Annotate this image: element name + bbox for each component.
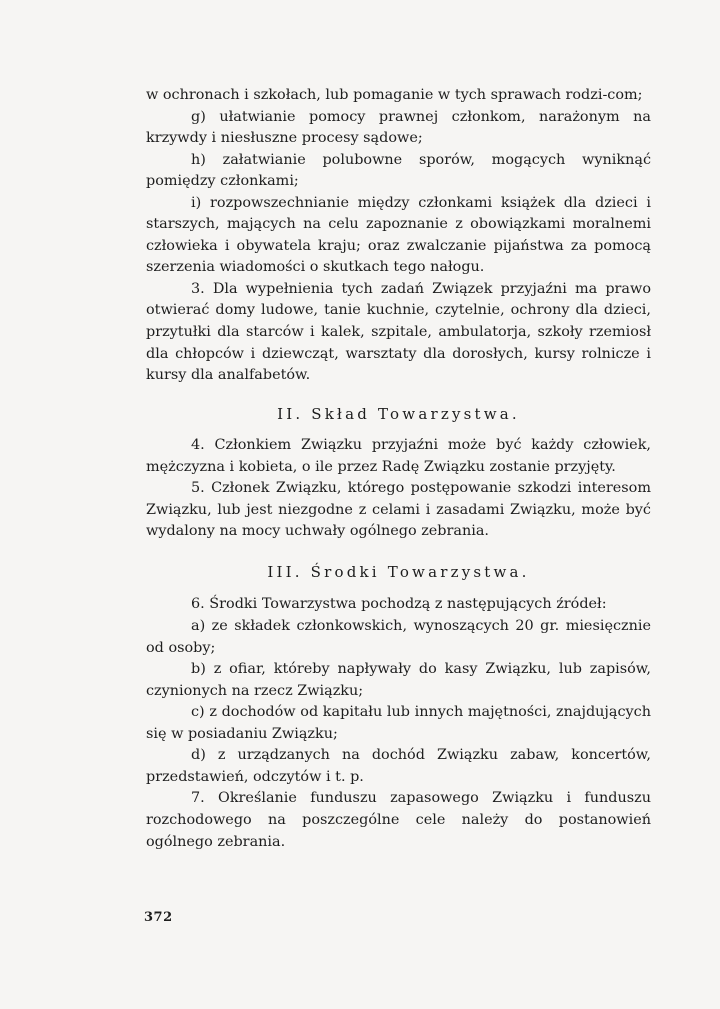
paragraph-7: 7. Określanie funduszu zapasowego Związku i funduszu rozchodowego na poszczególne cele należy do postanowień ogólnego zebrania. [146,790,651,850]
paragraph-h: h) załatwianie polubowne sporów, mogących wyniknąć pomiędzy członkami; [146,151,651,190]
section-heading-2: II. Skład Towarzystwa. [277,404,520,423]
paragraph-continuation: w ochronach i szkołach, lub pomaganie w tych sprawach rodzi-com; [146,87,643,103]
paragraph-4: 4. Członkiem Związku przyjaźni może być każdy człowiek, mężczyzna i kobieta, o ile przez Radę Związku zostanie przyjęty. [146,437,651,475]
paragraph-5: 5. Członek Związku, którego postępowanie szkodzi interesom Związku, lub jest niezgodne z celami i zasadami Związku, może być wydalony na mocy uchwały ogólnego zebrania. [146,480,651,540]
paragraph-d: d) z urządzanych na dochód Związku zabaw, koncertów, przedstawień, odczytów i t. p. [146,747,651,785]
paragraph-i: i) rozpowszechnianie między członkami książek dla dzieci i starszych, mających na celu zapoznanie z obowiązkami moralnemi człowieka i obywatela kraju; oraz zwalczanie pijaństwa za pomocą szerzenia wiadomości o skutkach tego nałogu. [146,194,651,276]
paragraph-c: c) z dochodów od kapitału lub innych majętności, znajdujących się w posiadaniu Związku; [146,704,651,742]
paragraph-3: 3. Dla wypełnienia tych zadań Związek przyjaźni ma prawo otwierać domy ludowe, tanie kuchnie, czytelnie, ochrony dla dzieci, przytułki dla starców i kalek, szpitale, ambulatorja, szkoły rzemiosł dla chłopców i dziewcząt, warsztaty dla dorosłych, kursy rolnicze i kursy dla analfabetów. [146,280,651,384]
paragraph-6: 6. Środki Towarzystwa pochodzą z następujących źródeł: [191,596,607,613]
body-text [146,85,651,853]
paragraph-g: g) ułatwianie pomocy prawnej członkom, narażonym na krzywdy i niesłuszne procesy sądowe; [146,108,651,147]
paragraph-a: a) ze składek członkowskich, wynoszących 20 gr. miesięcznie od osoby; [146,618,651,656]
section-heading-3: III. Środki Towarzystwa. [267,562,530,581]
page-number: 372 [144,910,173,925]
paragraph-b: b) z ofiar, któreby napływały do kasy Związku, lub zapisów, czynionych na rzecz Związku; [146,661,651,699]
